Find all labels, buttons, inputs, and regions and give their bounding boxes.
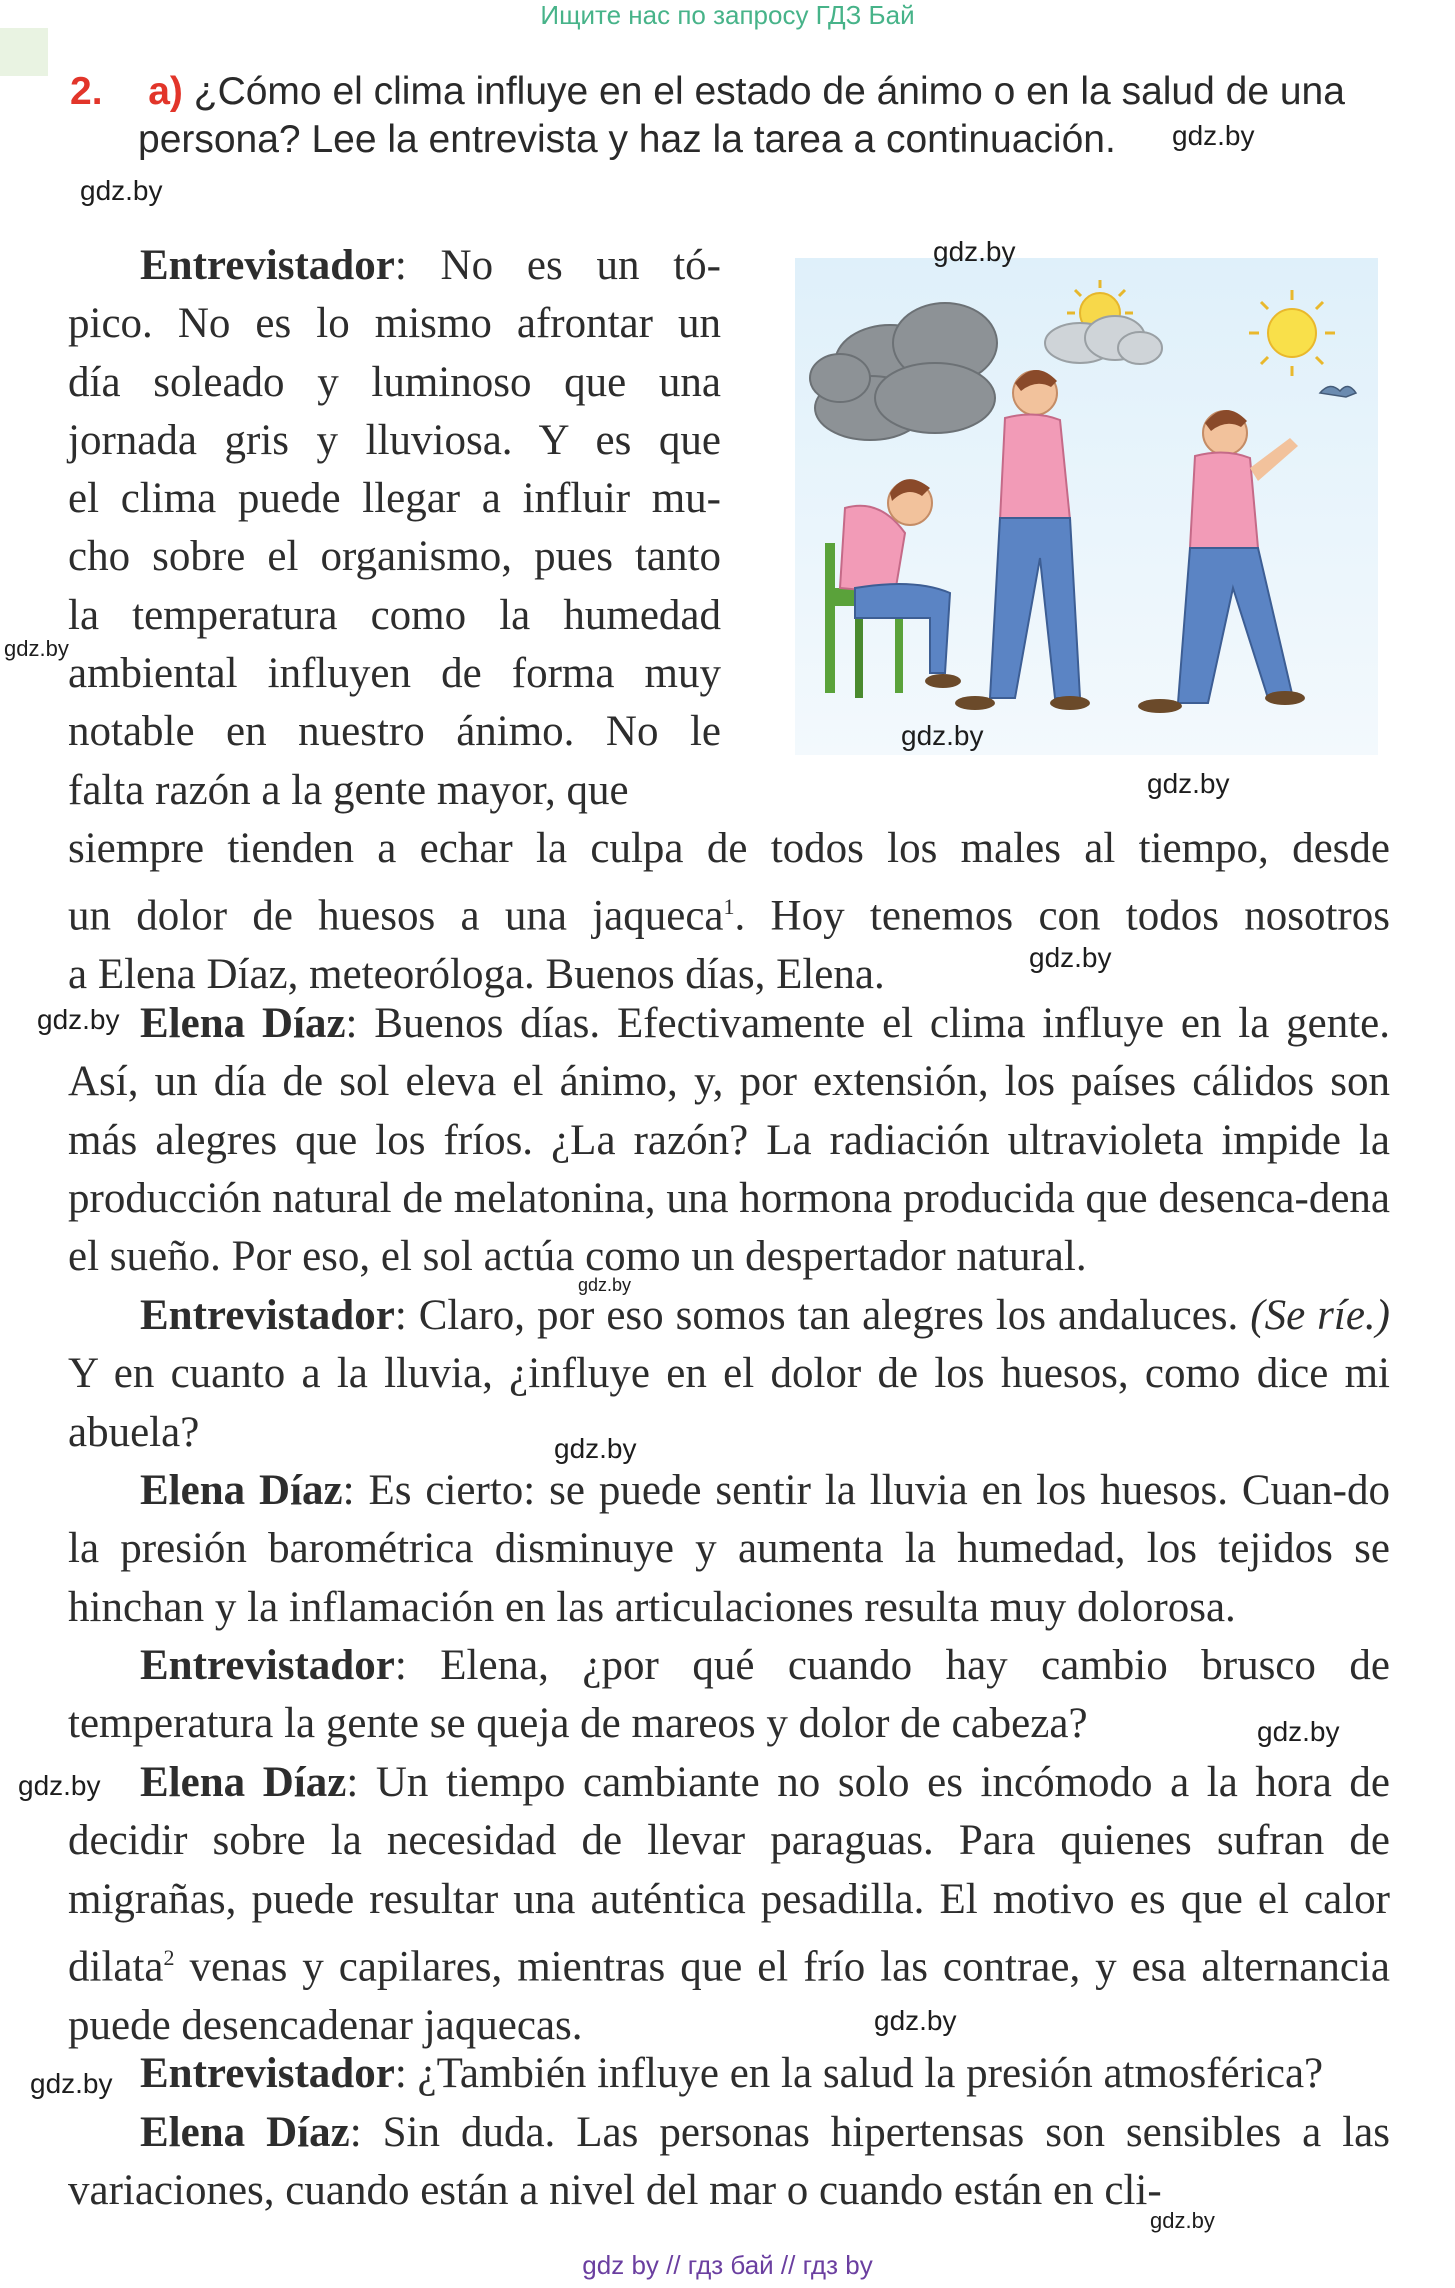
watermark: gdz.by xyxy=(18,1770,101,1801)
interviewer-question-1: Entrevistador: Claro, por eso somos tan alegres los andaluces. (Se ríe.) Y en cuanto a la lluvia, ¿influye en el dolor de los huesos, como dice mi abuela? xyxy=(68,1292,1390,1456)
elena-answer-3: Elena Díaz: Un tiempo cambiante no solo es incómodo a la hora de decidir sobre la necesidad de llevar paraguas. Para quienes sufran de migrañas, puede resultar una auténtica pesadilla. El motivo es que el calor dilata$^2$ venas y capilares, mientras que el frío las contrae, y esa alternancia puede desencadenar jaquecas. xyxy=(68,1759,1390,2049)
text-line: a Elena Díaz, meteoróloga. Buenos días, Elena. xyxy=(68,950,885,998)
happy-man-icon xyxy=(1138,410,1305,713)
text-line: cho sobre el organismo, pues tanto xyxy=(68,533,721,581)
speaker-interviewer: Entrevistador xyxy=(140,242,395,289)
partial-sun-icon xyxy=(1045,280,1162,364)
speaker-elena: Elena Díaz xyxy=(140,1000,346,1047)
watermark: gdz.by xyxy=(1029,942,1112,973)
speaker-interviewer: Entrevistador xyxy=(140,2050,395,2097)
interviewer-question-3: Entrevistador: ¿También influye en la salud la presión atmosférica? xyxy=(140,2050,1324,2097)
corner-tab xyxy=(0,28,48,76)
watermark: gdz.by xyxy=(1147,768,1230,799)
illustration-svg xyxy=(795,258,1378,755)
text-line: Entrevistador: No es un tó- xyxy=(140,242,721,289)
elena-answer-2: Elena Díaz: Es cierto: se puede sentir la lluvia en los huesos. Cuan-do la presión barométrica disminuye y aumenta la humedad, los tejidos se hinchan y la inflamación en las articulaciones resulta muy dolorosa. xyxy=(68,1467,1390,1631)
text-line: notable en nuestro ánimo. No le xyxy=(68,708,721,756)
watermark: gdz.by xyxy=(1257,1716,1340,1747)
watermark: gdz.by xyxy=(933,236,1016,267)
interviewer-question-2: Entrevistador: Elena, ¿por qué cuando hay cambio brusco de temperatura la gente se queja de mareos y dolor de cabeza? xyxy=(68,1642,1390,1748)
watermark: gdz.by xyxy=(4,636,69,661)
sun-icon xyxy=(1249,290,1335,376)
task-letter: a) xyxy=(148,70,183,113)
text-line: un dolor de huesos a una jaqueca$^1$. Hoy tenemos con todos nosotros xyxy=(68,892,1390,940)
text-line: el clima puede llegar a influir mu- xyxy=(68,475,721,523)
watermark: gdz.by xyxy=(1172,120,1255,151)
watermark: gdz.by xyxy=(80,175,163,206)
bird-icon xyxy=(1320,386,1356,397)
speaker-interviewer: Entrevistador xyxy=(140,1642,395,1689)
watermark: gdz.by xyxy=(578,1275,632,1295)
intro-paragraph xyxy=(68,237,721,820)
text-line: jornada gris y lluviosa. Y es que xyxy=(68,416,721,464)
text-line: ambiental influyen de forma muy xyxy=(68,650,721,698)
intro-continued xyxy=(68,820,1390,1004)
text-line: pico. No es lo mismo afrontar un xyxy=(68,300,721,348)
text-line: falta razón a la gente mayor, que xyxy=(68,766,629,814)
task-line-2: persona? Lee la entrevista y haz la tarea a continuación. xyxy=(138,118,1116,161)
dark-cloud-icon xyxy=(810,303,997,440)
speaker-elena: Elena Díaz xyxy=(140,1759,347,1806)
watermark: gdz.by xyxy=(37,1004,120,1035)
task-header xyxy=(70,68,1390,116)
elena-answer-4: Elena Díaz: Sin duda. Las personas hipertensas son sensibles a las variaciones, cuando están a nivel del mar o cuando están en cli- xyxy=(68,2109,1390,2215)
watermark: gdz.by xyxy=(1150,2208,1215,2233)
elena-answer-1: Elena Díaz: Buenos días. Efectivamente el clima influye en la gente. Así, un día de sol eleva el ánimo, y, por extensión, los países cálidos son más alegres que los fríos. ¿La razón? La radiación ultravioleta impide la producción natural de melatonina, una hormona producida que desenca-dena el sueño. Por eso, el sol actúa como un despertador natural. xyxy=(68,1000,1391,1281)
watermark: gdz.by xyxy=(874,2005,957,2036)
task-number: 2. xyxy=(70,70,103,113)
weather-mood-illustration xyxy=(795,258,1378,755)
footer-watermark: gdz by // гдз бай // гдз by xyxy=(582,2250,873,2280)
task-line-1: ¿Cómo el clima influye en el estado de ánimo o en la salud de una xyxy=(193,70,1345,113)
text-line: día soleado y luminoso que una xyxy=(68,358,721,406)
stage-direction: (Se ríe.) xyxy=(1250,1292,1390,1339)
watermark: gdz.by xyxy=(554,1433,637,1464)
speaker-interviewer: Entrevistador xyxy=(140,1292,395,1339)
watermark: gdz.by xyxy=(901,720,984,751)
speaker-elena: Elena Díaz xyxy=(140,1467,343,1514)
watermark: gdz.by xyxy=(30,2068,113,2099)
sad-man-icon xyxy=(825,479,961,698)
speaker-elena: Elena Díaz xyxy=(140,2109,350,2156)
footnote-ref-2: 2 xyxy=(163,1944,175,1970)
footnote-ref-1: 1 xyxy=(723,894,735,920)
text-line: la temperatura como la humedad xyxy=(68,591,721,639)
top-banner: Ищите нас по запросу ГДЗ Бай xyxy=(540,0,915,30)
text-line: siempre tienden a echar la culpa de todos los males al tiempo, desde xyxy=(68,825,1390,872)
